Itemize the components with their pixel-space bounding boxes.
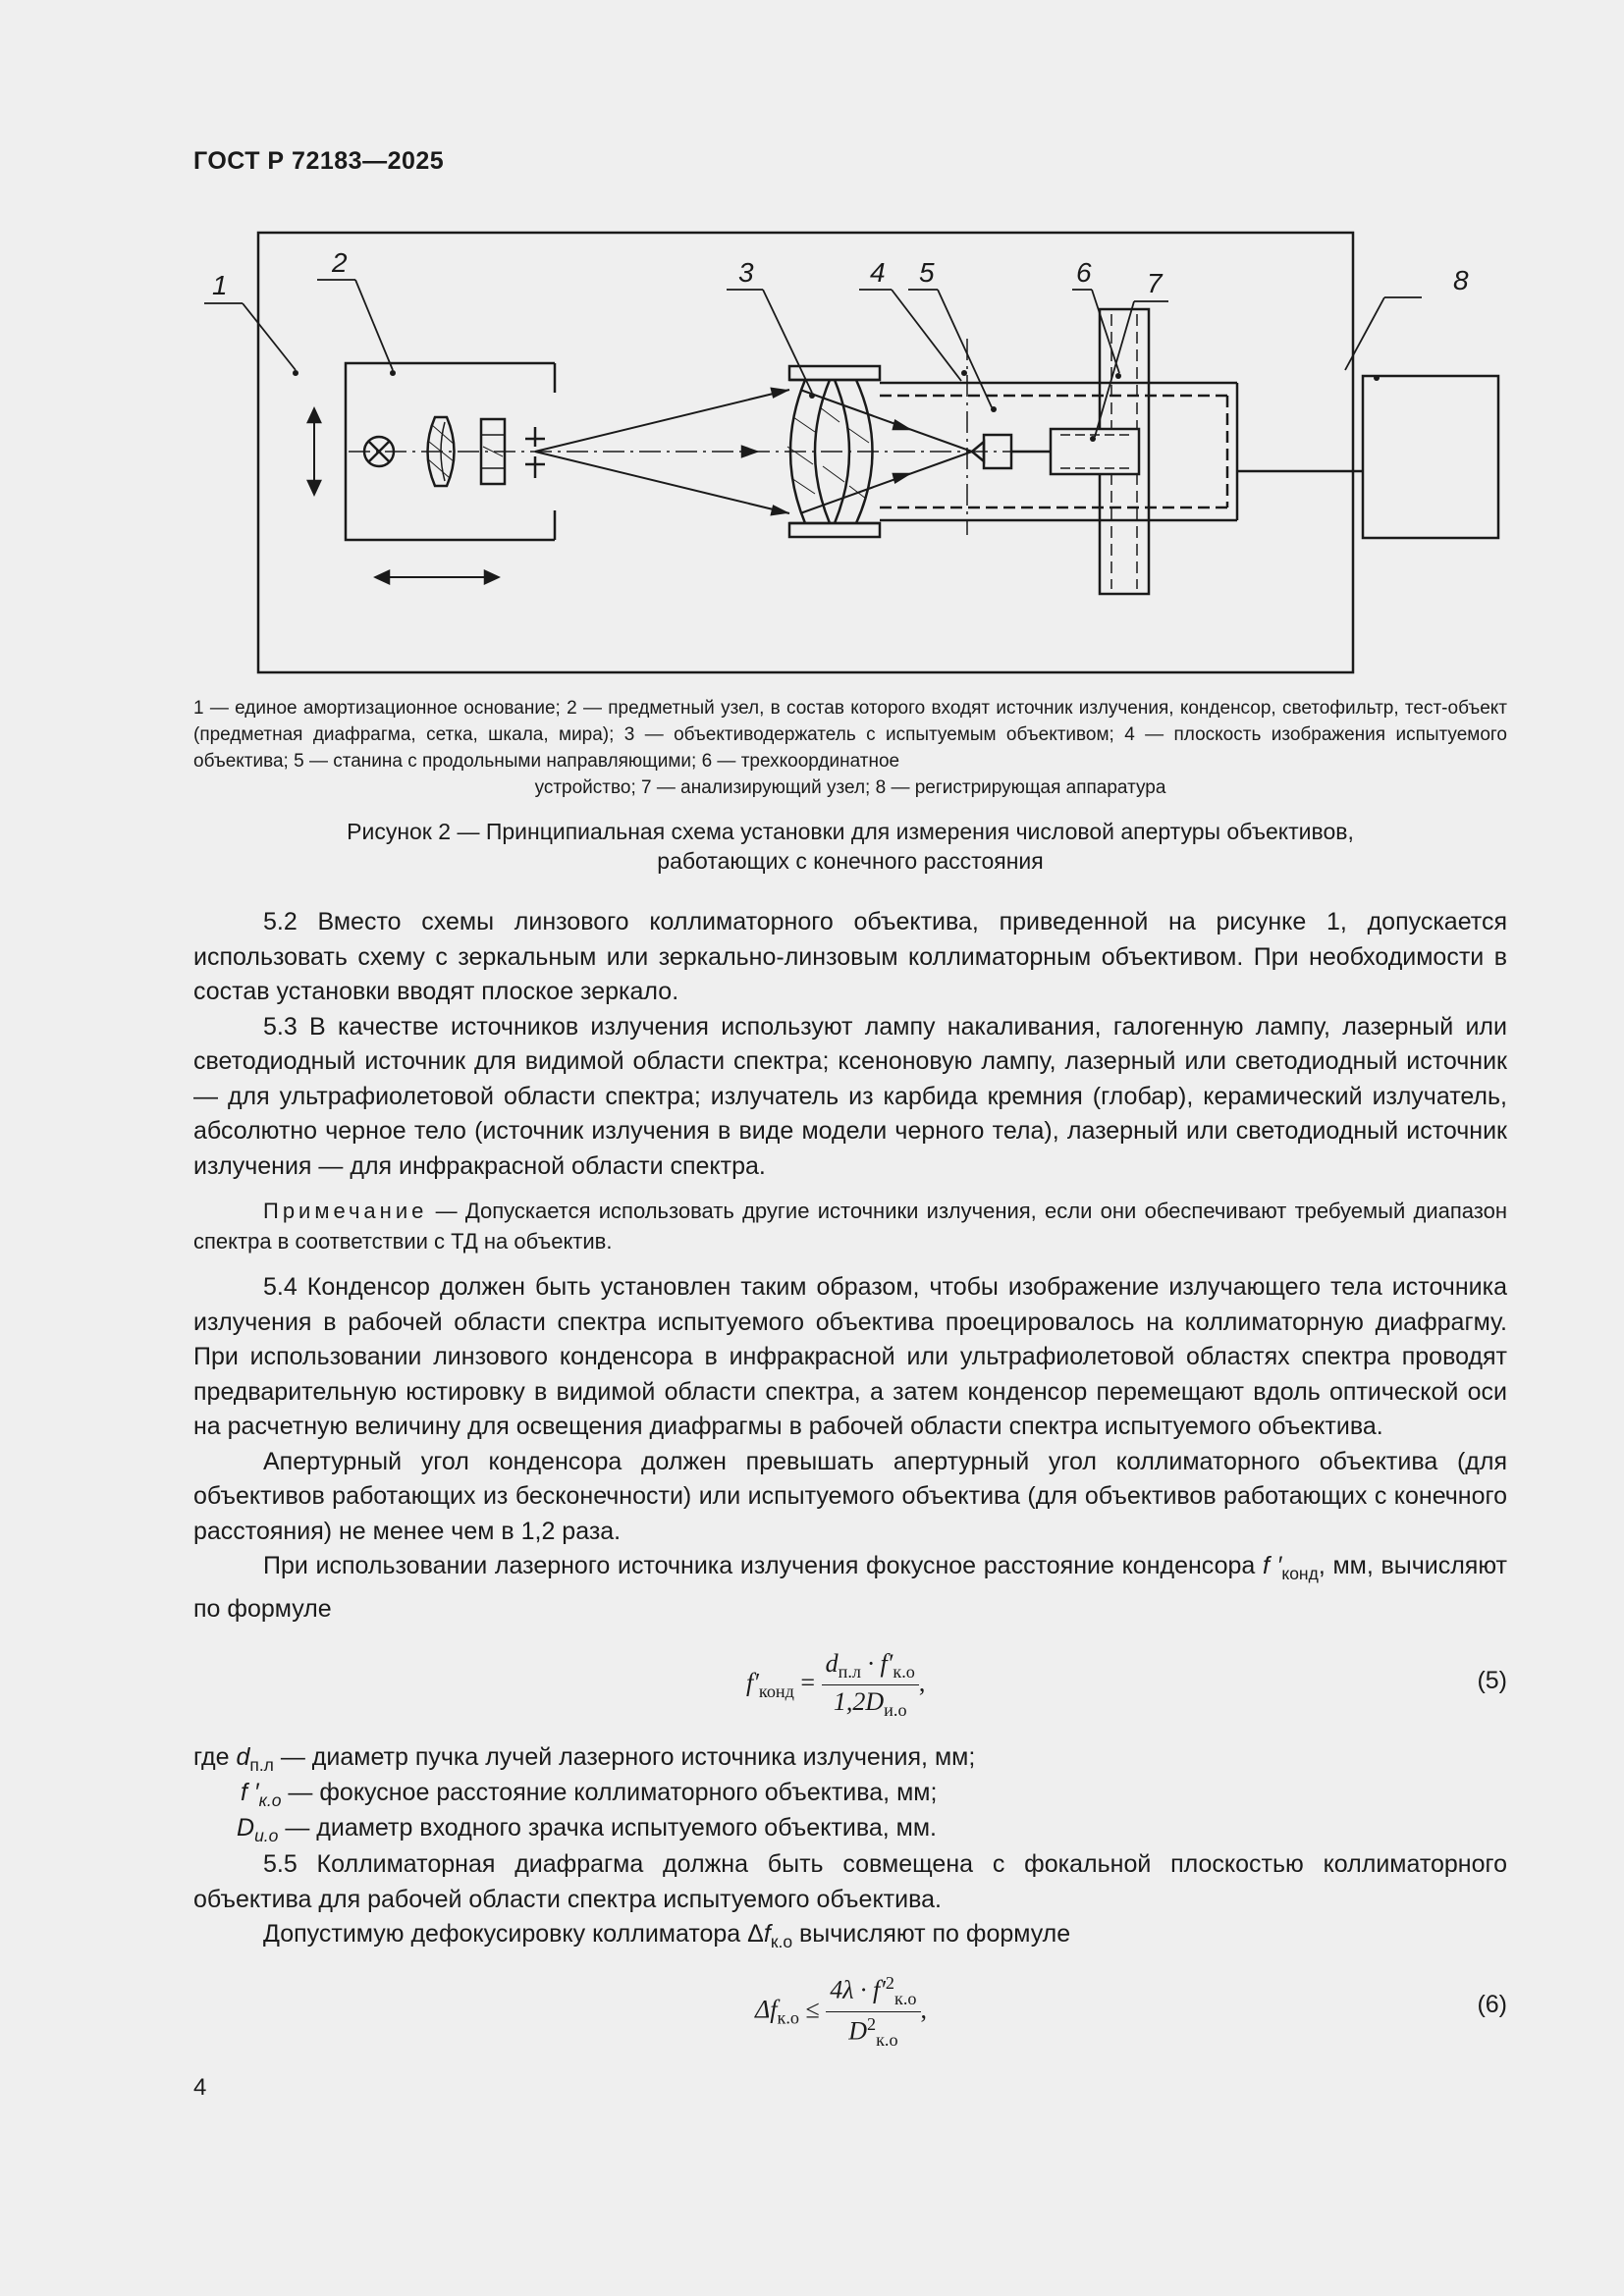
f6-num-sub: к.о bbox=[894, 1988, 917, 2008]
f5-num: d bbox=[825, 1649, 839, 1678]
def-symbol-sub: к.о bbox=[258, 1790, 282, 1810]
f6-den-sub: к.о bbox=[876, 2029, 898, 2050]
def-row bbox=[193, 1775, 1507, 1810]
caption-line-2: работающих с конечного расстояния bbox=[657, 848, 1044, 874]
legend-line-1: 1 — единое амортизационное основание; 2 — предметный узел, в состав которого входят источник излучения, конденсор, светофильтр, тест-объект (предметная диафрагма, сетка, шкала, мира); 3 — объективодержатель с испытуемым объективом; 4 — плоскость изображения испытуемого объектива; 5 — станина с продольными направляющими; 6 — трехкоординатное bbox=[193, 698, 1507, 772]
figure-legend bbox=[193, 695, 1507, 801]
label-4: 4 bbox=[870, 257, 886, 288]
def-prefix: где bbox=[193, 1743, 237, 1771]
laser-symbol-sub: конд bbox=[1281, 1564, 1319, 1583]
defocus-symbol: f bbox=[763, 1920, 771, 1948]
f6-num-sup: 2 bbox=[885, 1973, 895, 1993]
def-text: — диаметр пучка лучей лазерного источника излучения, мм; bbox=[273, 1743, 976, 1771]
def-symbol-sub: п.л bbox=[249, 1755, 274, 1775]
page-number: 4 bbox=[193, 2074, 207, 2101]
paragraph-5-5: 5.5 Коллиматорная диафрагма должна быть совмещена с фокальной плоскостью коллиматорного объектива для рабочей области спектра испытуемого объектива. bbox=[193, 1850, 1507, 1913]
note-paragraph bbox=[193, 1196, 1507, 1256]
f6-fraction bbox=[826, 1973, 920, 2051]
def-symbol-sub: и.о bbox=[254, 1826, 279, 1845]
laser-text-before: При использовании лазерного источника излучения фокусное расстояние конденсора bbox=[263, 1552, 1263, 1579]
def-symbol: d bbox=[236, 1743, 250, 1771]
formula-6-number: (6) bbox=[1477, 1991, 1507, 2018]
document-header: ГОСТ Р 72183—2025 bbox=[193, 147, 445, 175]
def-row bbox=[193, 1739, 1507, 1775]
laser-text-after: , мм, вычисляют по формуле bbox=[193, 1552, 1507, 1623]
formula-6 bbox=[193, 1973, 1507, 2050]
f6-lhs: Δf bbox=[755, 1995, 778, 2024]
f5-lhs: f′ bbox=[746, 1668, 759, 1697]
f6-num: 4λ · f′ bbox=[830, 1975, 886, 2004]
caption-line-1: Рисунок 2 — Принципиальная схема установки для измерения числовой апертуры объективов, bbox=[347, 819, 1354, 844]
paragraph-5-4: 5.4 Конденсор должен быть установлен таким образом, чтобы изображение излучающего тела источника излучения в рабочей области спектра испытуемого объектива проецировалось на коллиматорную диафрагму. При использовании линзового конденсора в инфракрасной или ультрафиолетовой областях спектра проводят предварительную юстировку в видимой области спектра, а затем конденсор перемещают вдоль оптической оси на расчетную величину для освещения диафрагмы в рабочей области спектра испытуемого объектива. bbox=[193, 1273, 1507, 1440]
defocus-symbol-sub: к.о bbox=[770, 1932, 793, 1951]
setup-diagram bbox=[187, 221, 1512, 692]
f5-fraction bbox=[822, 1649, 919, 1721]
paragraph-defocus bbox=[193, 1917, 1507, 1960]
f5-num2-sub: к.о bbox=[893, 1662, 915, 1682]
defocus-text-before: Допустимую дефокусировку коллиматора Δ bbox=[263, 1920, 764, 1948]
body-block-2 bbox=[193, 1847, 1507, 1960]
f5-num2: · f′ bbox=[860, 1649, 893, 1678]
base-frame bbox=[258, 233, 1353, 672]
figure-2-schematic bbox=[187, 221, 1512, 692]
f5-lhs-sub: конд bbox=[758, 1681, 794, 1701]
note-text: — Допускается использовать другие источники излучения, если они обеспечивают требуемый диапазон спектра в соответствии с ТД на объектив. bbox=[193, 1199, 1507, 1254]
label-7: 7 bbox=[1147, 268, 1163, 298]
legend-line-2: устройство; 7 — анализирующий узел; 8 — регистрирующая аппаратура bbox=[534, 777, 1166, 798]
def-text: — фокусное расстояние коллиматорного объектива, мм; bbox=[281, 1779, 938, 1806]
label-3: 3 bbox=[738, 257, 754, 288]
f5-den: 1,2D bbox=[833, 1687, 885, 1717]
formula-5-number: (5) bbox=[1477, 1667, 1507, 1694]
paragraph-5-3: 5.3 В качестве источников излучения используют лампу накаливания, галогенную лампу, лазерный или светодиодный источник для видимой области спектра; ксеноновую лампу, лазерный или светодиодный источник — для ультрафиолетовой области спектра; излучатель из карбида кремния (глобар), керамический излучатель, абсолютно черное тело (источник излучения в виде модели черного тела), лазерный или светодиодный источник излучения — для инфракрасной области спектра. bbox=[193, 1012, 1507, 1180]
formula-5-definitions bbox=[193, 1739, 1507, 1845]
body-block-1 bbox=[193, 905, 1507, 1627]
def-symbol: D bbox=[237, 1814, 255, 1842]
def-symbol: f ′ bbox=[241, 1779, 259, 1806]
paragraph-laser bbox=[193, 1549, 1507, 1627]
formula-5 bbox=[193, 1649, 1507, 1721]
recorder-box bbox=[1363, 376, 1498, 538]
f6-den: D bbox=[848, 2016, 867, 2046]
formula-6-expression: $\Delta f_{к.о}$ ≤ $\frac{4\lambda \cdot f'^2_{к.о}}{D^2_{к.о}}$ , bbox=[755, 1973, 927, 2050]
label-1: 1 bbox=[212, 270, 228, 300]
defocus-text-after: вычисляют по формуле bbox=[792, 1920, 1071, 1948]
label-6: 6 bbox=[1076, 257, 1092, 288]
f5-num-sub: п.л bbox=[838, 1662, 861, 1682]
def-row bbox=[193, 1810, 1507, 1845]
f6-den-sup: 2 bbox=[866, 2013, 877, 2034]
note-label: Примечание bbox=[263, 1199, 428, 1223]
paragraph-aperture: Апертурный угол конденсора должен превышать апертурный угол коллиматорного объектива (для объективов работающих из бесконечности) или испытуемого объектива (для объективов работающих с конечного расстояния) не менее чем в 1,2 раза. bbox=[193, 1447, 1507, 1545]
figure-caption bbox=[193, 817, 1507, 876]
laser-symbol: f ′ bbox=[1263, 1552, 1282, 1579]
def-text: — диаметр входного зрачка испытуемого объектива, мм. bbox=[278, 1814, 937, 1842]
label-5: 5 bbox=[919, 257, 935, 288]
label-8: 8 bbox=[1453, 265, 1469, 295]
f5-den-sub: и.о bbox=[884, 1700, 907, 1721]
label-2: 2 bbox=[332, 247, 348, 278]
paragraph-5-2: 5.2 Вместо схемы линзового коллиматорного объектива, приведенной на рисунке 1, допускается использовать схему с зеркальным или зеркально-линзовым коллиматорным объективом. При необходимости в состав установки вводят плоское зеркало. bbox=[193, 908, 1507, 1005]
formula-5-expression: $f'_{конд}$ = $\frac{d_{п.л} \cdot f'_{к.о}}{1,2D_{и.о}}$ , bbox=[746, 1649, 926, 1721]
f6-lhs-sub: к.о bbox=[777, 2007, 799, 2028]
lens-holder-bottom bbox=[789, 523, 880, 537]
